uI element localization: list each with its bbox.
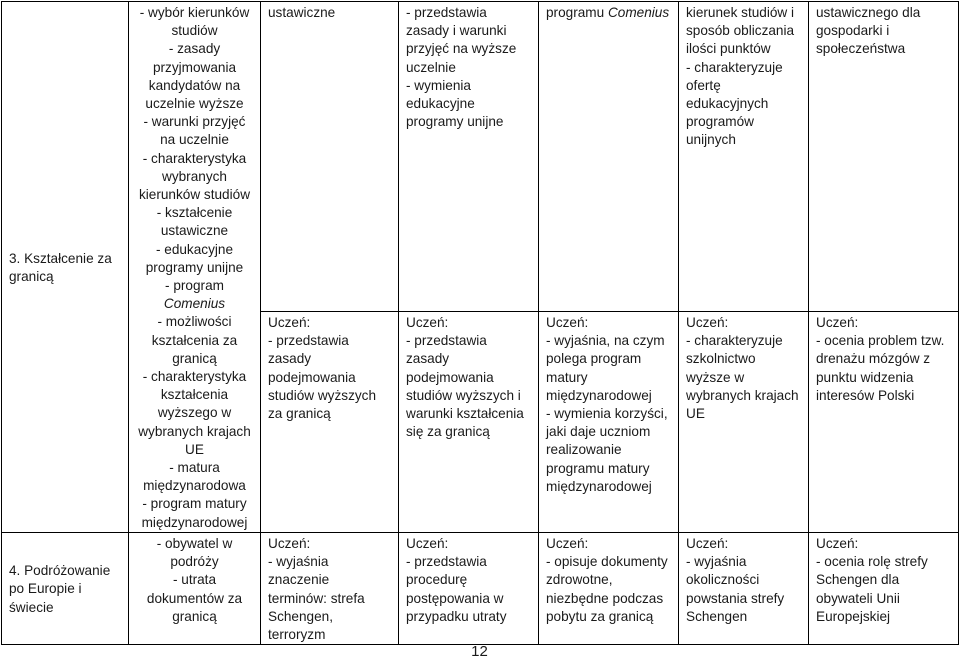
content-text-2: - możliwości kształcenia za granicą - charakterystyka kształcenia wyższego w wybranych krajach UE - matura międzynarodowa - program matury międzynarodowej <box>138 314 251 530</box>
requirement-cell <box>261 312 399 533</box>
requirement-text: Uczeń: - opisuje dokumenty zdrowotne, niezbędne podczas pobytu za granicą <box>546 535 668 624</box>
requirement-text: Uczeń: - ocenia problem tzw. drenażu mózgów z punktu widzenia interesów Polski <box>816 315 945 403</box>
requirement-text: programu <box>546 5 608 20</box>
topic-cell-4 <box>2 532 129 644</box>
content-italic: Comenius <box>163 296 226 312</box>
requirement-cell <box>261 2 399 312</box>
requirement-text: - przedstawia zasady i warunki przyjęć na wyższe uczelnie - wymienia edukacyjne programy unijne <box>406 5 517 130</box>
requirement-cell <box>399 312 539 533</box>
requirement-cell <box>679 532 809 644</box>
requirement-cell <box>399 2 539 312</box>
requirement-italic: Comenius <box>607 5 670 20</box>
requirement-cell <box>261 532 399 644</box>
requirement-text: Uczeń: - wyjaśnia, na czym polega program matury międzynarodowej - wymienia korzyści, jaki daje uczniom realizowanie programu matury międzynarodowej <box>546 315 668 494</box>
requirement-cell <box>809 312 959 533</box>
content-text: - obywatel w podróży - utrata dokumentów za granicą <box>146 535 243 624</box>
requirement-cell <box>539 312 679 533</box>
topic-label: 4. Podróżowanie po Europie i świecie <box>9 563 111 615</box>
requirement-text: ustawiczne <box>268 5 336 20</box>
requirement-text: Uczeń: - przedstawia zasady podejmowania studiów wyższych i warunki kształcenia się za granicą <box>406 315 524 440</box>
requirement-text: ustawicznego dla gospodarki i społeczeństwa <box>816 5 921 57</box>
requirement-cell <box>679 312 809 533</box>
requirement-cell <box>809 532 959 644</box>
requirement-text: kierunek studiów i sposób obliczania ilości punktów - charakteryzuje ofertę edukacyjnych programów unijnych <box>686 5 795 148</box>
requirement-cell <box>399 532 539 644</box>
requirement-cell <box>809 2 959 312</box>
requirement-cell <box>539 2 679 312</box>
requirement-cell <box>679 2 809 312</box>
requirement-text: Uczeń: - wyjaśnia okoliczności powstania strefy Schengen <box>686 535 785 624</box>
table-row <box>2 532 959 644</box>
content-text: - wybór kierunków studiów - zasady przyjmowania kandydatów na uczelnie wyższe - warunki przyjęć na uczelnie - charakterystyka wybranych kierunków studiów - kształcenie ustawiczne - edukacyjne programy unijne - program <box>138 5 251 294</box>
table-row <box>2 2 959 312</box>
content-cell-4 <box>129 532 261 644</box>
topic-label: 3. Kształcenie za granicą <box>9 250 112 284</box>
topic-cell-3 <box>2 2 129 533</box>
requirement-cell <box>539 532 679 644</box>
content-cell-3 <box>129 2 261 533</box>
requirement-text: Uczeń: - ocenia rolę strefy Schengen dla obywateli Unii Europejskiej <box>816 535 928 624</box>
curriculum-table <box>1 1 959 645</box>
requirement-text: Uczeń: - przedstawia procedurę postępowania w przypadku utraty <box>406 535 507 624</box>
page-number: 12 <box>471 643 488 660</box>
requirement-text: Uczeń: - charakteryzuje szkolnictwo wyższe w wybranych krajach UE <box>686 315 799 422</box>
requirement-text: Uczeń: - przedstawia zasady podejmowania studiów wyższych za granicą <box>268 315 377 422</box>
requirement-text: Uczeń: - wyjaśnia znaczenie terminów: strefa Schengen, terroryzm <box>268 535 365 642</box>
